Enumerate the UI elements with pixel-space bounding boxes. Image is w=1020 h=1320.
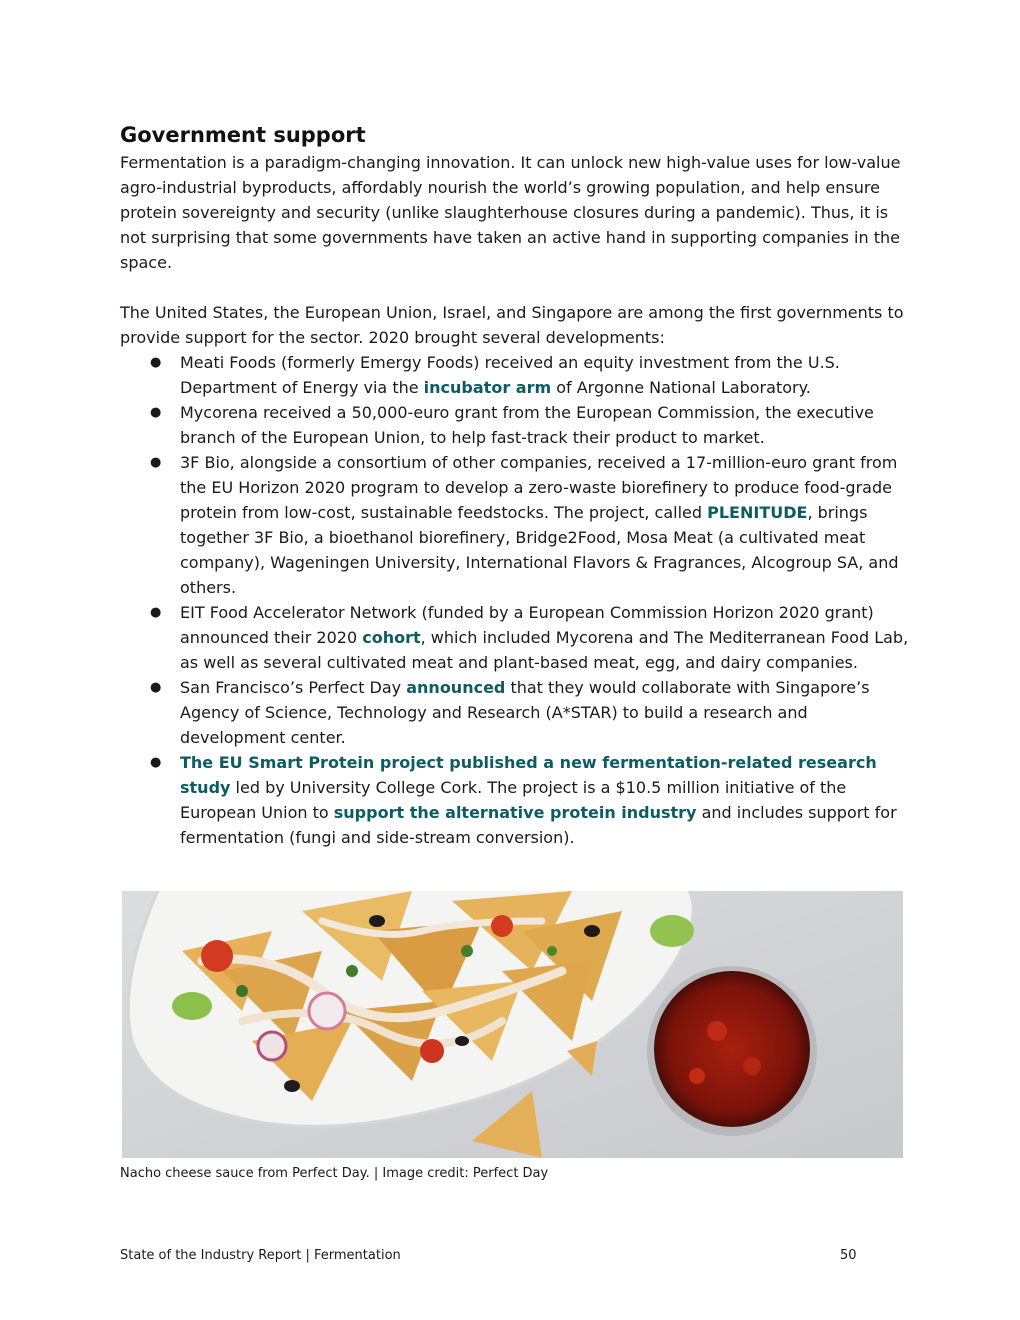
link-smart-protein-study[interactable]: The EU Smart Protein project published a new fermentation-related research study (180, 753, 877, 797)
list-item-mycorena: ● Mycorena received a 50,000-euro grant from the European Commission, the executive branch of the European Union, to help fast-track their product to market. (120, 400, 910, 450)
list-item-3fbio: ● 3F Bio, alongside a consortium of other companies, received a 17-million-euro grant from the EU Horizon 2020 program to develop a zero-waste biorefinery to produce food-grade protein from low-cost, sustainable feedstocks. The project, called PLENITUDE, brings together 3F Bio, a bioethanol biorefinery, Bridge2Food, Mosa Meat (a cultivated meat company), Wageningen University, International Flavors & Fragrances, Alcogroup SA, and others. (120, 450, 910, 600)
link-support-alt-protein[interactable]: support the alternative protein industry (333, 803, 697, 822)
intro-paragraph: Fermentation is a paradigm-changing innovation. It can unlock new high-value uses for low-value agro-industrial byproducts, affordably nourish the world’s growing population, and help ensure protein sovereignty and security (unlike slaughterhouse closures during a pandemic). Thus, it is not surprising that some governments have taken an active hand in supporting companies in the space. (120, 153, 901, 272)
figure-caption: Nacho cheese sauce from Perfect Day. | Image credit: Perfect Day (120, 1166, 549, 1181)
link-incubator-arm[interactable]: incubator arm (423, 378, 552, 397)
list-item-smart-protein: ● The EU Smart Protein project published a new fermentation-related research study led by University College Cork. The project is a $10.5 million initiative of the European Union to support the alternative protein industry and includes support for fermentation (fungi and side-stream conversion). (120, 750, 910, 850)
list-item-eit-food: ● EIT Food Accelerator Network (funded by a European Commission Horizon 2020 grant) announced their 2020 cohort, which included Mycorena and The Mediterranean Food Lab, as well as several cultivated meat and plant-based meat, egg, and dairy companies. (120, 600, 910, 675)
page-number: 50 (840, 1248, 857, 1263)
link-announced[interactable]: announced (406, 678, 506, 697)
list-item-meati: ● Meati Foods (formerly Emergy Foods) received an equity investment from the U.S. Department of Energy via the incubator arm of Argonne National Laboratory. (120, 350, 910, 400)
developments-list (120, 350, 910, 850)
nachos-photo (122, 891, 903, 1158)
section-heading: Government support (120, 123, 366, 147)
link-cohort[interactable]: cohort (362, 628, 421, 647)
list-item-perfect-day: ● San Francisco’s Perfect Day announced that they would collaborate with Singapore’s Agency of Science, Technology and Research (A*STAR) to build a research and development center. (120, 675, 910, 750)
main-content (120, 120, 910, 850)
context-paragraph: The United States, the European Union, Israel, and Singapore are among the first governments to provide support for the sector. 2020 brought several developments: (120, 303, 904, 347)
link-plenitude[interactable]: PLENITUDE (707, 503, 808, 522)
footer-title: State of the Industry Report | Fermentation (120, 1248, 401, 1263)
